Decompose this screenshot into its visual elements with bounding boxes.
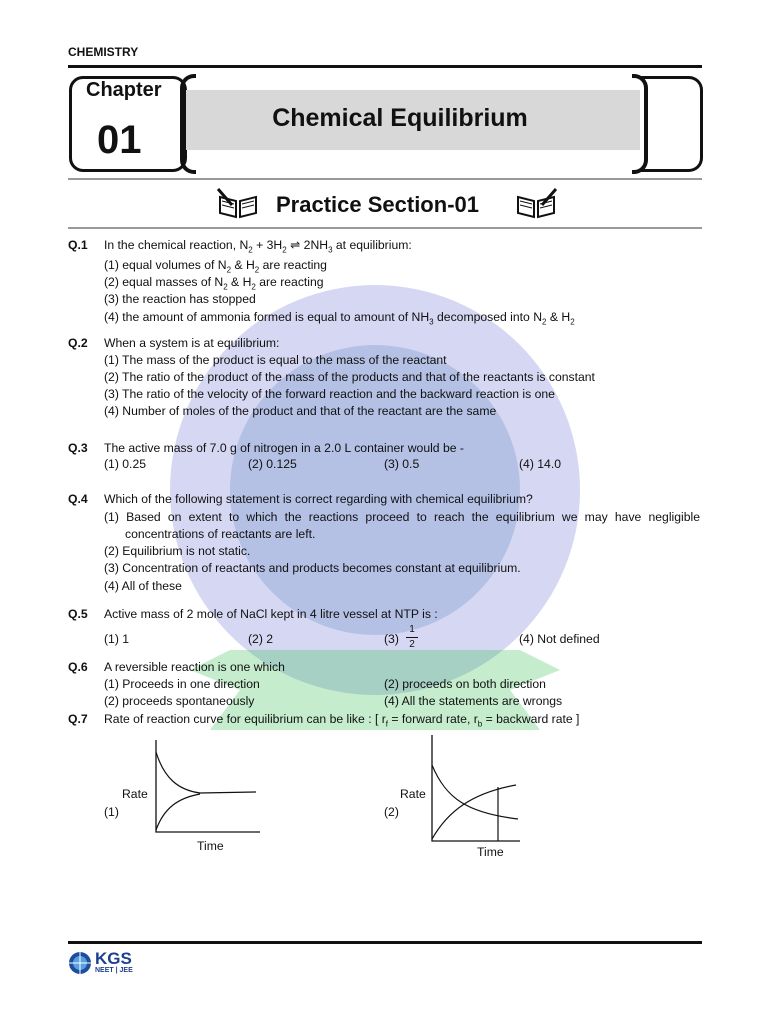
axis-x-label: Time bbox=[477, 845, 504, 859]
fraction bbox=[406, 624, 418, 650]
option: (4) 14.0 bbox=[519, 457, 562, 471]
question-number: Q.5 bbox=[68, 607, 88, 621]
question-number: Q.1 bbox=[68, 238, 88, 252]
option: (4) All of these bbox=[104, 579, 182, 593]
question-number: Q.7 bbox=[68, 712, 88, 726]
graph-option-label: (2) bbox=[384, 805, 399, 819]
question-number: Q.6 bbox=[68, 660, 88, 674]
question-stem: A reversible reaction is one which bbox=[104, 660, 285, 674]
option: (1) The mass of the product is equal to the mass of the reactant bbox=[104, 353, 447, 367]
option: (4) All the statements are wrongs bbox=[384, 694, 563, 708]
book-pen-icon bbox=[216, 187, 260, 221]
chapter-word: Chapter bbox=[86, 79, 162, 101]
option: (2) proceeds on both direction bbox=[384, 677, 546, 691]
option: (2) The ratio of the product of the mass of the products and that of the reactants is constant bbox=[104, 370, 595, 384]
title-end-box bbox=[640, 76, 703, 172]
question-stem: The active mass of 7.0 g of nitrogen in a 2.0 L container would be - bbox=[104, 441, 464, 455]
option: (1) Proceeds in one direction bbox=[104, 677, 260, 691]
option: (1) Based on extent to which the reactions proceed to reach the equilibrium we may have negligible bbox=[104, 510, 700, 524]
option: (4) Not defined bbox=[519, 632, 600, 646]
question-number: Q.2 bbox=[68, 336, 88, 350]
question-number: Q.3 bbox=[68, 441, 88, 455]
option: (2) 2 bbox=[248, 632, 274, 646]
chapter-title: Chemical Equilibrium bbox=[272, 104, 528, 132]
bottom-rule bbox=[68, 941, 702, 944]
option: (2) proceeds spontaneously bbox=[104, 694, 255, 708]
option: (3) 0.5 bbox=[384, 457, 420, 471]
option: (3) bbox=[384, 632, 399, 646]
logo-subtext: NEET | JEE bbox=[95, 967, 133, 974]
question-stem: Which of the following statement is correct regarding with chemical equilibrium? bbox=[104, 492, 533, 506]
option: (3) the reaction has stopped bbox=[104, 292, 256, 306]
option: concentrations of reactants are left. bbox=[125, 527, 316, 541]
kgs-logo bbox=[68, 950, 133, 975]
fraction-numerator: 1 bbox=[409, 624, 415, 635]
question-stem: Active mass of 2 mole of NaCl kept in 4 litre vessel at NTP is : bbox=[104, 607, 438, 621]
chapter-number: 01 bbox=[97, 118, 142, 162]
option: (4) the amount of ammonia formed is equal to amount of $NH_3$ decomposed into $N_2$ & $H_2$ bbox=[104, 310, 575, 327]
section-title: Practice Section-01 bbox=[276, 192, 479, 217]
top-rule bbox=[68, 65, 702, 68]
rate-time-graph-1 bbox=[150, 738, 262, 838]
question-stem: In the chemical reaction, $N_2 + 3H_2$ ⇌ $2NH_3$ at equilibrium: bbox=[104, 238, 412, 255]
question-stem: When a system is at equilibrium: bbox=[104, 336, 280, 350]
question-stem: Rate of reaction curve for equilibrium can be like : [ $r_f$ = forward rate, $r_b$ = backward rate ] bbox=[104, 712, 580, 729]
axis-x-label: Time bbox=[197, 839, 224, 853]
option: (2) 0.125 bbox=[248, 457, 297, 471]
axis-y-label: Rate bbox=[400, 787, 426, 801]
option: (2) equal masses of $N_2$ & $H_2$ are reacting bbox=[104, 275, 324, 292]
rate-time-graph-2 bbox=[428, 733, 524, 845]
logo-text: KGS bbox=[95, 949, 132, 968]
section-rule-top bbox=[68, 178, 702, 180]
book-pen-icon bbox=[514, 187, 558, 221]
subject-label: CHEMISTRY bbox=[68, 45, 139, 59]
bracket-right bbox=[632, 74, 648, 174]
option: (3) Concentration of reactants and products becomes constant at equilibrium. bbox=[104, 561, 521, 575]
option: (2) Equilibrium is not static. bbox=[104, 544, 251, 558]
globe-icon bbox=[68, 951, 92, 975]
option: (3) The ratio of the velocity of the forward reaction and the backward reaction is one bbox=[104, 387, 555, 401]
option: (1) equal volumes of $N_2$ & $H_2$ are reacting bbox=[104, 258, 327, 275]
section-rule-bottom bbox=[68, 227, 702, 229]
axis-y-label: Rate bbox=[122, 787, 148, 801]
option: (1) 0.25 bbox=[104, 457, 147, 471]
graph-option-label: (1) bbox=[104, 805, 119, 819]
question-number: Q.4 bbox=[68, 492, 88, 506]
option: (4) Number of moles of the product and that of the reactant are the same bbox=[104, 404, 497, 418]
fraction-denominator: 2 bbox=[406, 637, 418, 650]
option: (1) 1 bbox=[104, 632, 130, 646]
